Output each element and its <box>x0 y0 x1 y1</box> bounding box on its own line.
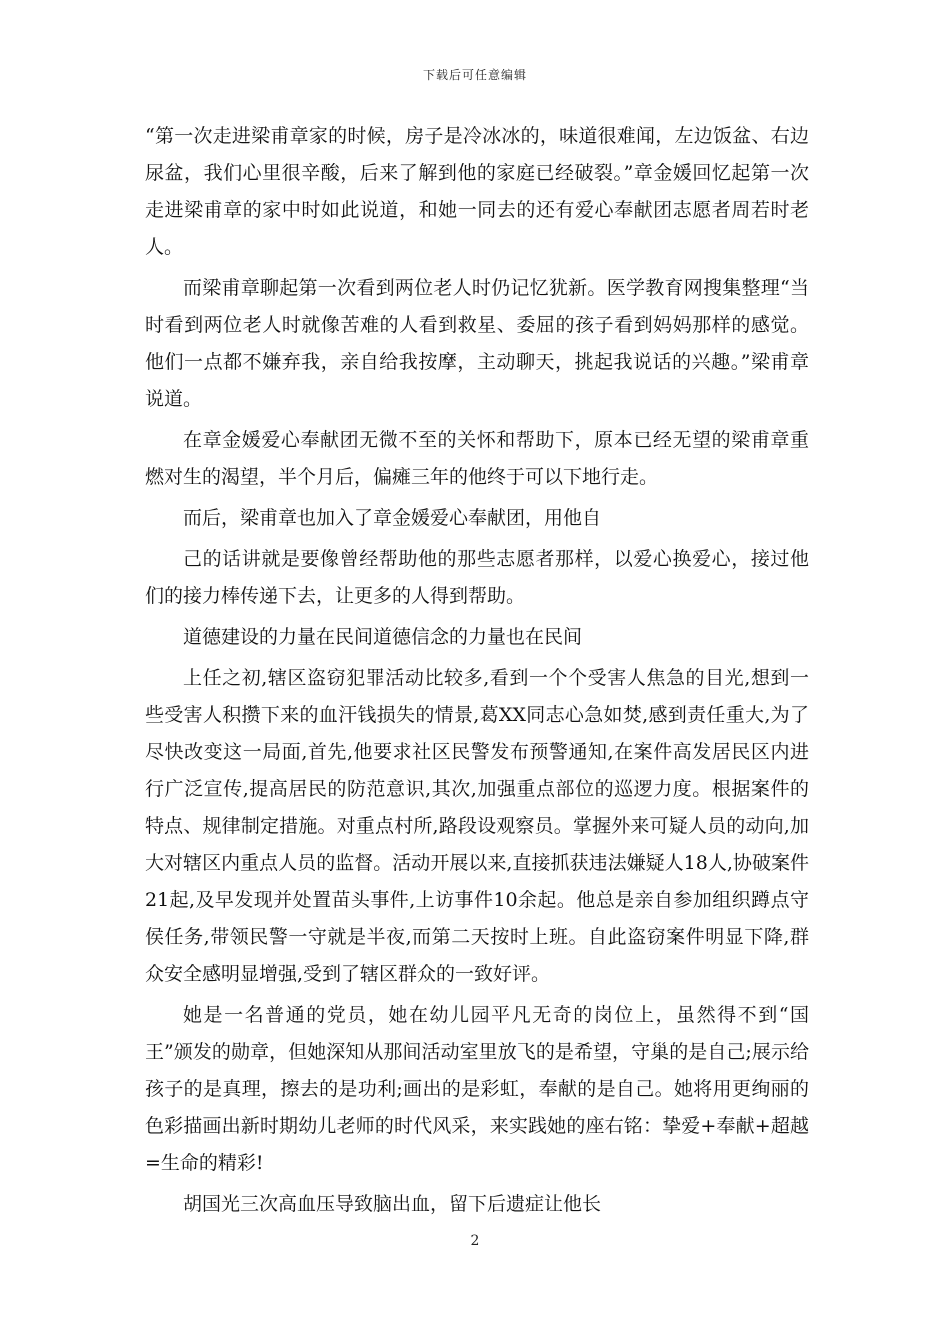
paragraph-police-work: 上任之初,辖区盗窃犯罪活动比较多,看到一个个受害人焦急的目光,想到一些受害人积攒下来的血汗钱损失的情景,葛XX同志心急如焚,感到责任重大,为了尽快改变这一局面,首先,他要求社区民警发布预警通知,在案件高发居民区内进行广泛宣传,提高居民的防范意识,其次,加强重点部位的巡逻力度。根据案件的特点、规律制定措施。对重点村所,路段设观察员。掌握外来可疑人员的动向,加大对辖区内重点人员的监督。活动开展以来,直接抓获违法嫌疑人18人,协破案件21起,及早发现并处置苗头事件,上访事件10余起。他总是亲自参加组织蹲点守侯任务,带领民警一守就是半夜,而第二天按时上班。自此盗窃案件明显下降,群众安全感明显增强,受到了辖区群众的一致好评。 <box>145 667 809 985</box>
page-number: 2 <box>470 1233 480 1249</box>
paragraph-kindergarten-teacher: 她是一名普通的党员，她在幼儿园平凡无奇的岗位上，虽然得不到“国王”颁发的勋章，但她深知从那间活动室里放飞的是希望，守巢的是自己;展示给孩子的是真理，擦去的是功利;画出的是彩虹，奉献的是自己。她将用更绚丽的色彩描画出新时期幼儿老师的时代风采，来实践她的座右铭：挚爱+奉献+超越=生命的精彩! <box>145 1004 809 1174</box>
paragraph-moral-strength: 道德建设的力量在民间道德信念的力量也在民间 <box>183 626 583 648</box>
paragraph-first-visit-quote: “第一次走进梁甫章家的时候，房子是冷冰冰的，味道很难闻，左边饭盆、右边尿盆，我们心里很辛酸，后来了解到他的家庭已经破裂。”章金媛回忆起第一次走进梁甫章的家中时如此说道，和她一同去的还有爱心奉献团志愿者周若时老人。 <box>145 125 809 258</box>
document-body <box>145 118 809 1227</box>
paragraph-recovery: 在章金媛爱心奉献团无微不至的关怀和帮助下，原本已经无望的梁甫章重燃对生的渴望，半个月后，偏瘫三年的他终于可以下地行走。 <box>145 429 809 488</box>
paragraph-liang-recollection: 而梁甫章聊起第一次看到两位老人时仍记忆犹新。医学教育网搜集整理“当时看到两位老人时就像苦难的人看到救星、委屈的孩子看到妈妈那样的感觉。他们一点都不嫌弃我，亲自给我按摩，主动聊天，挑起我说话的兴趣。”梁甫章说道。 <box>145 277 809 410</box>
paragraph-pass-on-love: 己的话讲就是要像曾经帮助他的那些志愿者那样，以爱心换爱心，接过他们的接力棒传递下去，让更多的人得到帮助。 <box>145 548 809 607</box>
paragraph-joined-team: 而后，梁甫章也加入了章金媛爱心奉献团，用他自 <box>183 507 602 529</box>
page-header: 下载后可任意编辑 <box>422 68 527 82</box>
paragraph-hu-guoguang: 胡国光三次高血压导致脑出血，留下后遗症让他长 <box>183 1193 602 1215</box>
